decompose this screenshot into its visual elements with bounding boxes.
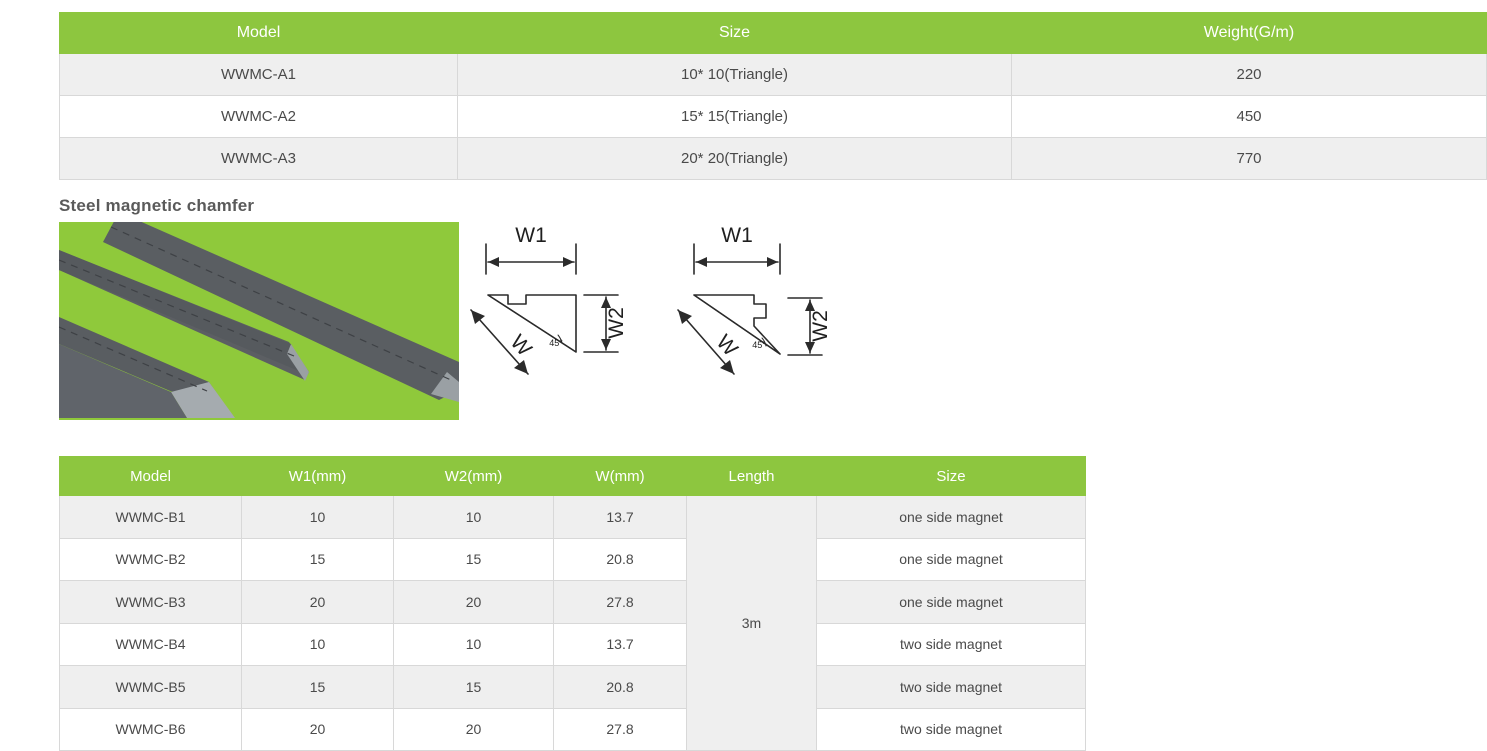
table1-cell-model: WWMC-A2 (60, 96, 458, 138)
table2-cell-model: WWMC-B5 (60, 666, 242, 709)
table1-cell-weight: 450 (1012, 96, 1487, 138)
table2-cell-length: 3m (687, 496, 817, 751)
label-w2-right: W2 (809, 310, 832, 342)
table2-cell-w2: 10 (394, 496, 554, 539)
table2-cell-w: 20.8 (554, 538, 687, 581)
table2-cell-w1: 20 (242, 581, 394, 624)
table2-cell-size: two side magnet (817, 623, 1086, 666)
table2-cell-size: two side magnet (817, 666, 1086, 709)
table2-cell-size: one side magnet (817, 538, 1086, 581)
label-angle-right: 45° (752, 340, 766, 350)
table-row (60, 581, 1086, 624)
table-header-row (60, 13, 1487, 54)
table2-cell-w2: 15 (394, 538, 554, 581)
table-row (60, 623, 1086, 666)
table2-cell-w: 27.8 (554, 708, 687, 751)
table-row (60, 96, 1487, 138)
table2-cell-w1: 15 (242, 538, 394, 581)
table2-cell-size: one side magnet (817, 581, 1086, 624)
table1-cell-size: 20* 20(Triangle) (458, 138, 1012, 180)
table2-cell-w: 27.8 (554, 581, 687, 624)
table-row (60, 538, 1086, 581)
technical-diagrams (466, 222, 866, 420)
table2-cell-size: two side magnet (817, 708, 1086, 751)
table-row (60, 496, 1086, 539)
table1-cell-weight: 220 (1012, 54, 1487, 96)
table-row (60, 708, 1086, 751)
table1-cell-model: WWMC-A3 (60, 138, 458, 180)
table2-cell-model: WWMC-B4 (60, 623, 242, 666)
label-w-right: W (711, 330, 743, 361)
table2-cell-w1: 20 (242, 708, 394, 751)
table1-cell-size: 15* 15(Triangle) (458, 96, 1012, 138)
table-row (60, 54, 1487, 96)
table1-header-weight: Weight(G/m) (1012, 13, 1487, 54)
table2-header-length: Length (687, 457, 817, 496)
table2-header-w2: W2(mm) (394, 457, 554, 496)
table1-header-model: Model (60, 13, 458, 54)
label-w2-left: W2 (605, 307, 628, 339)
page-title: Steel magnetic chamfer (59, 196, 255, 215)
table2-cell-model: WWMC-B6 (60, 708, 242, 751)
table2-header-w: W(mm) (554, 457, 687, 496)
table1-cell-size: 10* 10(Triangle) (458, 54, 1012, 96)
label-w-left: W (505, 330, 537, 361)
chamfer-strips-illustration (59, 222, 459, 420)
specs-table-triangle (59, 12, 1487, 180)
table1-cell-model: WWMC-A1 (60, 54, 458, 96)
table2-header-size: Size (817, 457, 1086, 496)
table2-cell-w: 20.8 (554, 666, 687, 709)
table2-cell-model: WWMC-B1 (60, 496, 242, 539)
label-angle-left: 45° (549, 338, 563, 348)
table2-cell-w: 13.7 (554, 623, 687, 666)
table2-header-model: Model (60, 457, 242, 496)
table2-cell-w: 13.7 (554, 496, 687, 539)
specs-table-magnetic-chamfer (59, 456, 1086, 751)
table1-header-size: Size (458, 13, 1012, 54)
chamfer-cross-section-diagram (466, 222, 866, 420)
label-w1-left: W1 (515, 224, 547, 247)
table2-header-w1: W1(mm) (242, 457, 394, 496)
table2-cell-w2: 15 (394, 666, 554, 709)
table2-cell-model: WWMC-B2 (60, 538, 242, 581)
table2-cell-w2: 10 (394, 623, 554, 666)
table1-cell-weight: 770 (1012, 138, 1487, 180)
table2-cell-w2: 20 (394, 708, 554, 751)
table2-cell-model: WWMC-B3 (60, 581, 242, 624)
table2-cell-w1: 15 (242, 666, 394, 709)
table-header-row (60, 457, 1086, 496)
table2-cell-w2: 20 (394, 581, 554, 624)
label-w1-right: W1 (721, 224, 753, 247)
product-photo (59, 222, 459, 420)
table2-cell-w1: 10 (242, 496, 394, 539)
table2-cell-size: one side magnet (817, 496, 1086, 539)
table-row (60, 666, 1086, 709)
table-row (60, 138, 1487, 180)
table2-cell-w1: 10 (242, 623, 394, 666)
